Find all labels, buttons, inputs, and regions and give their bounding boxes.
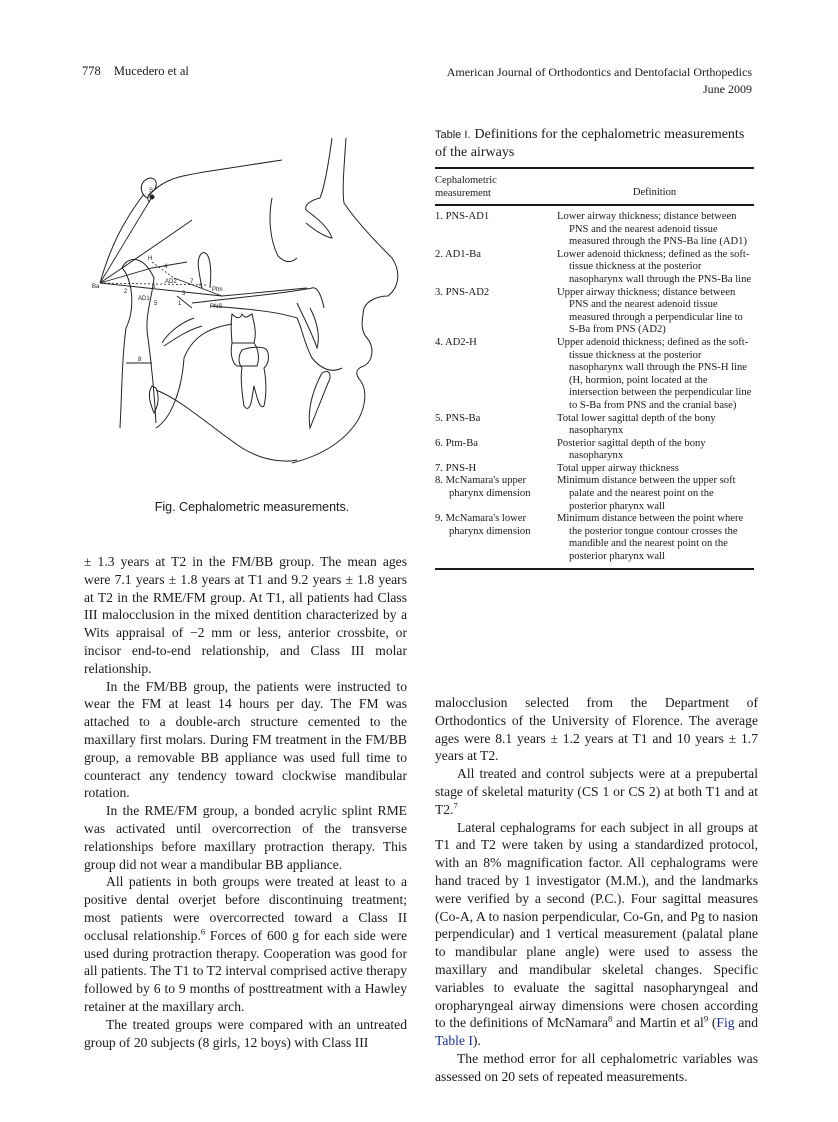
table-row: 6. Ptm-Ba Posterior sagittal depth of the bony nasopharynx bbox=[435, 437, 706, 462]
landmark-Ptm: Ptm bbox=[212, 287, 223, 293]
paragraph: Lateral cephalograms for each subject in all groups at T1 and T2 were taken by using a standardized protocol, with an 8% magnification factor. All cephalograms were hand traced by 1 investigator (M.M.), and the landmarks were verified by a second (P.C.). Four sagittal measures (Co-A, A to nasion perpendicular, Co-Gn, and Pg to nasion perpendicular) and 1 vertical measurement (palatal plane to mandibular plane angle) were used to assess the maxillary and mandibular skeletal changes. Specific variables to evaluate the sagittal nasopharyngeal and oropharyngeal airway dimensions were chosen according to the definitions of McNamara$^8$ and Martin et $al^9$ (Fig and Table I). bbox=[435, 819, 758, 1049]
table-row: 1. PNS-AD1 Lower airway thickness; distance between PNS and the nearest adenoid tissue measured through the PNS-Ba line (AD1) bbox=[435, 211, 747, 248]
paragraph: In the RME/FM group, a bonded acrylic splint RME was activated until overcorrection of the transverse relationships before maxillary protraction therapy. This group did not wear a mandibular BB appliance. bbox=[84, 803, 407, 872]
body-column-left bbox=[84, 553, 407, 1051]
paragraph: The method error for all cephalometric variables was assessed on 20 sets of repeated measurements. bbox=[435, 1050, 758, 1084]
svg-text:6: 6 bbox=[152, 284, 156, 290]
running-header-right bbox=[447, 64, 752, 98]
paragraph: The treated groups were compared with an untreated group of 20 subjects (8 girls, 12 boys) with Class III bbox=[84, 1016, 407, 1050]
table-definitions bbox=[435, 126, 754, 570]
svg-text:4: 4 bbox=[164, 264, 168, 270]
figure-caption: Fig. Cephalometric measurements. bbox=[154, 500, 350, 514]
landmark-Ba: Ba bbox=[92, 284, 100, 290]
table-body bbox=[435, 206, 754, 568]
landmark-PNS: PNS bbox=[210, 304, 223, 310]
paragraph: malocclusion selected from the Department of Orthodontics of the University of Florence. The average ages were 8.1 years ± 1.2 years at T1 and 10 years ± 1.7 years at T2. bbox=[435, 695, 758, 764]
col-header-measurement: Cephalometric measurement bbox=[435, 175, 497, 199]
table-row: 4. AD2-H Upper adenoid thickness; defined as the soft-tissue thickness at the posterior nasopharynx wall through the PNS-H line (H, hormion, point located at the intersection between the perpendicular line to S-Ba from PNS and the cranial base) bbox=[435, 336, 752, 411]
landmark-H: H bbox=[148, 256, 153, 262]
svg-text:1: 1 bbox=[178, 301, 182, 307]
paragraph: ± 1.3 years at T2 in the FM/BB group. The mean ages were 7.1 years ± 1.8 years at T1 and 9.2 years ± 1.8 years at T2 in the RME/FM group. At T1, all patients had Class III malocclusion in the mixed dentition characterized by a Wits appraisal of −2 mm or less, anterior crossbite, or incisor end-to-end relationship, and Class III molar relationship. bbox=[84, 554, 407, 676]
svg-text:3: 3 bbox=[182, 291, 186, 297]
table-header bbox=[435, 169, 754, 204]
table-title: Table I. Definitions for the cephalometric measurements of the airways bbox=[435, 127, 745, 160]
paragraph: In the FM/BB group, the patients were instructed to wear the FM at least 14 hours per day. The FM was attached to a double-arch structure cemented to the maxillary first molars. During FM treatment in the FM/BB group, a removable BB appliance was used full time to counteract any tendency toward clockwise mandibular rotation. bbox=[84, 678, 407, 801]
paragraph: All treated and control subjects were at a prepubertal stage of skeletal maturity (CS 1 or CS 2) at both T1 and at T2.$^7$ bbox=[435, 766, 758, 817]
author-running-head: Mucedero et al bbox=[113, 64, 189, 78]
cephalometric-figure bbox=[92, 128, 412, 483]
landmark-AD2: AD2 bbox=[165, 279, 177, 285]
table-link[interactable]: Table I bbox=[435, 1033, 473, 1049]
journal-name: American Journal of Orthodontics and Dentofacial Orthopedics bbox=[446, 65, 752, 79]
body-column-right bbox=[435, 694, 758, 1086]
running-header-left bbox=[82, 64, 189, 79]
svg-text:5: 5 bbox=[199, 284, 203, 290]
svg-text:5: 5 bbox=[154, 301, 158, 307]
paragraph: All patients in both groups were treated at least to a positive dental overjet before discontinuing treatment; most patients were overcorrected toward a Class II occlusal relationship.$^6$ Forces of 600 g for each side were used during protraction therapy. Cooperation was good for all patients. The T1 to T2 interval comprised active therapy followed by 6 to 9 months of posttreatment with a Hawley retainer at the maxillary arch. bbox=[84, 874, 407, 1014]
table-bottom-rule bbox=[435, 568, 754, 570]
svg-text:8: 8 bbox=[138, 357, 142, 363]
page-number: 778 bbox=[82, 64, 101, 78]
reference-superscript[interactable]: 7 bbox=[453, 800, 458, 811]
table-row: 5. PNS-Ba Total lower sagittal depth of the bony nasopharynx bbox=[435, 412, 716, 437]
issue-date: June 2009 bbox=[703, 82, 752, 96]
table-row: 9. McNamara's lower pharynx dimension Minimum distance between the point where the posterior tongue contour crosses the mandible and the nearest point on the posterior pharynx wall bbox=[435, 513, 744, 563]
table-row: 2. AD1-Ba Lower adenoid thickness; defined as the soft-tissue thickness at the posterior nasopharynx wall through the PNS-Ba line bbox=[435, 248, 752, 285]
cephalometric-tracing-drawing bbox=[92, 128, 412, 483]
reference-superscript[interactable]: 8 bbox=[608, 1013, 613, 1024]
table-label: Table I. bbox=[435, 129, 471, 141]
svg-text:7: 7 bbox=[190, 279, 194, 285]
svg-text:2: 2 bbox=[124, 289, 128, 295]
table-row: 8. McNamara's upper pharynx dimension Minimum distance between the upper soft palate and the nearest point on the posterior pharynx wall bbox=[435, 475, 736, 512]
col-header-definition: Definition bbox=[632, 187, 677, 198]
reference-superscript[interactable]: 6 bbox=[200, 926, 206, 937]
figure-link[interactable]: Fig bbox=[716, 1015, 735, 1031]
reference-superscript[interactable]: 9 bbox=[703, 1013, 709, 1024]
table-row: 3. PNS-AD2 Upper airway thickness; distance between PNS and the nearest adenoid tissue measured through a perpendicular line to S-Ba from PNS (AD2) bbox=[435, 286, 743, 336]
landmark-S: S bbox=[149, 188, 154, 194]
table-row: 7. PNS-H Total upper airway thickness bbox=[435, 462, 679, 474]
landmark-AD1: AD1 bbox=[138, 296, 150, 302]
